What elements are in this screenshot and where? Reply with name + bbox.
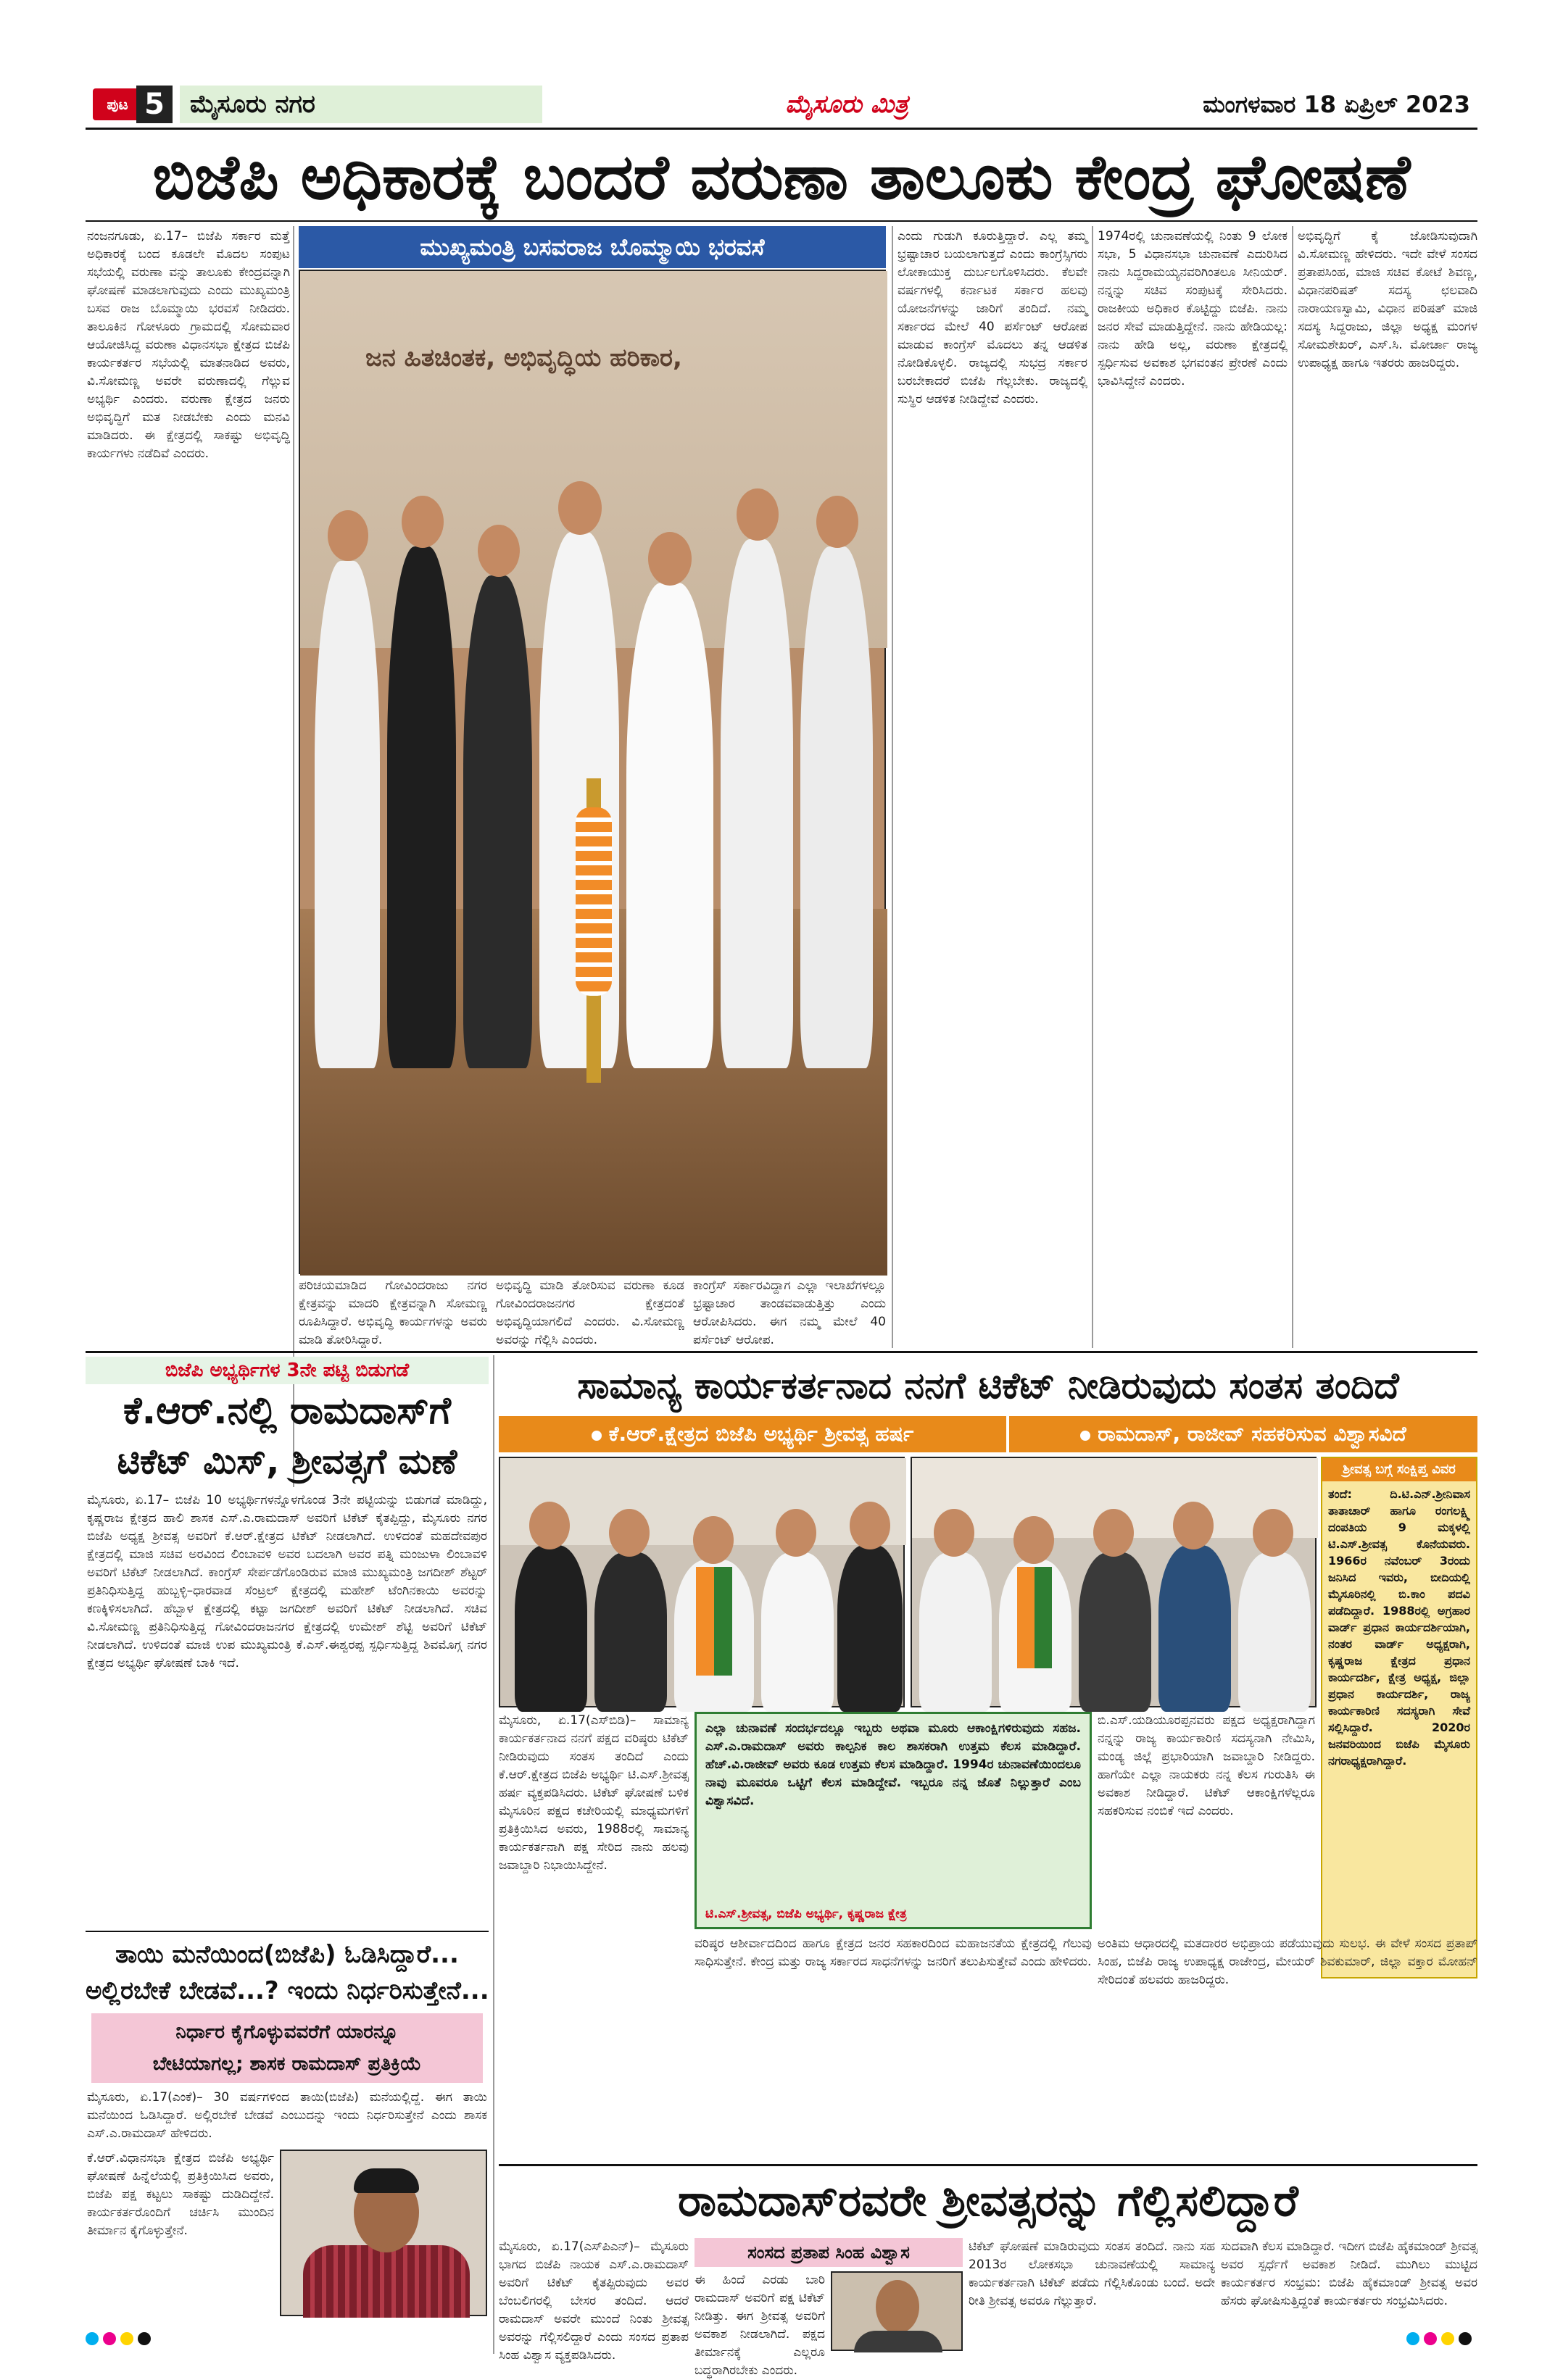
flower-garland — [576, 807, 612, 996]
person — [837, 1545, 903, 1712]
story4-col3b: ಅಂತಿಮ ಆಧಾರದಲ್ಲಿ ಮತದಾರರ ಅಭಿಪ್ರಾಯ ಪಡೆಯುವುದು ಸುಲಭ. ಈ ವೇಳೆ ಸಂಸದ ಪ್ರತಾಪ್ ಸಿಂಹ, ಬಿಜೆಪಿ ರಾಜ್ಯ ಉಪಾಧ್ಯಕ್ಷ ರಾಜೇಂದ್ರ, ಮೇಯರ್ ಶಿವಕುಮಾರ್, ಜಿಲ್ಲಾ ವಕ್ತಾರ ಮೋಹನ್ ಸೇರಿದಂತೆ ಹಲವರು ಹಾಜರಿದ್ದರು. — [1098, 1936, 1477, 1987]
person — [1079, 1552, 1151, 1712]
story1-photo — [299, 270, 886, 1274]
person — [626, 583, 713, 1068]
person-head — [776, 1509, 816, 1557]
backdrop-banner-text: ಜನ ಹಿತಚಿಂತಕ, ಅಭಿವೃದ್ಧಿಯ ಹರಿಕಾರ, — [365, 344, 682, 373]
story4-quote-attr: ಟಿ.ಎಸ್.ಶ್ರೀವತ್ಸ, ಬಿಜೆಪಿ ಅಭ್ಯರ್ಥಿ, ಕೃಷ್ಣರಾಜ ಕ್ಷೇತ್ರ — [705, 1907, 907, 1921]
person-head — [1173, 1502, 1214, 1549]
page-label — [93, 88, 142, 120]
story3-subhead-line1: ನಿರ್ಧಾರ ಕೈಗೊಳ್ಳುವವರೆಗೆ ಯಾರನ್ನೂ — [175, 2021, 399, 2043]
portrait-shirt — [303, 2245, 470, 2318]
story4-col1: ಮೈಸೂರು, ಏ.17(ಎಸ್‌ಬಿಡಿ)– ಸಾಮಾನ್ಯ ಕಾರ್ಯಕರ್ತನಾದ ನನಗೆ ಪಕ್ಷದ ವರಿಷ್ಠರು ಟಿಕೆಟ್ ನೀಡಿರುವುದು ಸಂತಸ ತಂದಿದೆ ಎಂದು ಕೆ.ಆರ್.ಕ್ಷೇತ್ರದ ಬಿಜೆಪಿ ಅಭ್ಯರ್ಥಿ ಟಿ.ಎಸ್.ಶ್ರೀವತ್ಸ ಹರ್ಷ ವ್ಯಕ್ತಪಡಿಸಿದರು. ಟಿಕೆಟ್ ಘೋಷಣೆ ಬಳಿಕ ಮೈಸೂರಿನ ಪಕ್ಷದ ಕಚೇರಿಯಲ್ಲಿ ಮಾಧ್ಯಮಗಳಿಗೆ ಪ್ರತಿಕ್ರಿಯಿಸಿದ ಅವರು, 1988ರಲ್ಲಿ ಸಾಮಾನ್ಯ ಕಾರ್ಯಕರ್ತನಾಗಿ ಪಕ್ಷ ಸೇರಿದ ನಾನು ಹಲವು ಜವಾಬ್ದಾರಿ ನಿಭಾಯಿಸಿದ್ದೇನೆ. — [499, 1713, 689, 1873]
party-scarf — [1017, 1567, 1052, 1668]
person — [800, 546, 873, 1068]
registration-mark — [103, 2332, 116, 2345]
story2-body: ಮೈಸೂರು, ಏ.17– ಬಿಜೆಪಿ 10 ಅಭ್ಯರ್ಥಿಗಳನ್ನೊಳಗೊಂಡ 3ನೇ ಪಟ್ಟಿಯನ್ನು ಬಿಡುಗಡೆ ಮಾಡಿದ್ದು, ಕೃಷ್ಣರಾಜ ಕ್ಷೇತ್ರದ ಹಾಲಿ ಶಾಸಕ ಎಸ್.ಎ.ರಾಮದಾಸ್ ಅವರಿಗೆ ಟಿಕೆಟ್ ಕೈತಪ್ಪಿದ್ದು, ಮೈಸೂರು ನಗರ ಬಿಜೆಪಿ ಅಧ್ಯಕ್ಷ ಶ್ರೀವತ್ಸ ಅವರಿಗೆ ಕೆ.ಆರ್.ಕ್ಷೇತ್ರದ ಟಿಕೆಟ್ ನೀಡಲಾಗಿದೆ. ಉಳಿದಂತೆ ಮಹದೇವಪುರ ಕ್ಷೇತ್ರದಲ್ಲಿ ಮಾಜಿ ಸಚಿವ ಅರವಿಂದ ಲಿಂಬಾವಳಿ ಅವರ ಬದಲಾಗಿ ಅವರ ಪತ್ನಿ ಮಂಜುಳಾ ಲಿಂಬಾವಳಿ ಅವರಿಗೆ ಟಿಕೆಟ್ ನೀಡಲಾಗಿದೆ. ಕಾಂಗ್ರೆಸ್ ಸೇರ್ಪಡೆಗೊಂಡಿರುವ ಮಾಜಿ ಮುಖ್ಯಮಂತ್ರಿ ಜಗದೀಶ್ ಶೆಟ್ಟರ್ ಪ್ರತಿನಿಧಿಸುತ್ತಿದ್ದ ಹುಬ್ಬಳ್ಳಿ–ಧಾರವಾಡ ಸೆಂಟ್ರಲ್ ಕ್ಷೇತ್ರದಲ್ಲಿ ಮಹೇಶ್ ಟೆಂಗಿನಕಾಯಿ ಅವರನ್ನು ಕಣಕ್ಕಿಳಿಸಲಾಗಿದೆ. ಹೆಬ್ಬಾಳ ಕ್ಷೇತ್ರದಲ್ಲಿ ಕಟ್ಟಾ ಜಗದೀಶ್ ಅವರಿಗೆ ಟಿಕೆಟ್ ನೀಡಲಾಗಿದೆ. ಸಚಿವ ವಿ.ಸೋಮಣ್ಣ ಪ್ರತಿನಿಧಿಸುತ್ತಿದ್ದ ಗೋವಿಂದರಾಜನಗರ ಕ್ಷೇತ್ರದಲ್ಲಿ ಉಮೇಶ್ ಶೆಟ್ಟಿ ಅವರಿಗೆ ಟಿಕೆಟ್ ನೀಡಲಾಗಿದೆ. ಉಳಿದಂತೆ ಮಾಜಿ ಉಪ ಮುಖ್ಯಮಂತ್ರಿ ಕೆ.ಎಸ್.ಈಶ್ವರಪ್ಪ ಸ್ಪರ್ಧಿಸುತ್ತಿದ್ದ ಶಿವಮೊಗ್ಗ ನಗರ ಕ್ಷೇತ್ರದ ಅಭ್ಯರ್ಥಿ ಘೋಷಣೆ ಬಾಕಿ ಇದೆ. — [87, 1493, 487, 1670]
person-head — [328, 510, 368, 561]
portrait-hair — [354, 2168, 419, 2193]
person-head — [529, 1502, 570, 1549]
story3-headline-line1: ತಾಯಿ ಮನೆಯಿಂದ(ಬಿಜೆಪಿ) ಓಡಿಸಿದ್ದಾರೆ... — [115, 1940, 459, 1969]
col-divider — [1292, 226, 1293, 1348]
story1-col2-bottom: ಅಭಿವೃದ್ಧಿ ಮಾಡಿ ತೋರಿಸುವ ವರುಣಾ ಕೂಡ ಗೋವಿಂದರಾಜನಗರ ಕ್ಷೇತ್ರದಂತೆ ಅಭಿವೃದ್ಧಿಯಾಗಲಿದೆ ಎಂದರು. ವಿ.ಸೋಮಣ್ಣ ಅವರನ್ನು ಗೆಲ್ಲಿಸಿ ಎಂದರು. — [496, 1278, 684, 1347]
story4-bio-box — [1321, 1457, 1477, 1979]
page-number: 5 — [136, 86, 173, 123]
section-name: ಮೈಸೂರು ನಗರ — [180, 86, 542, 123]
story5-subhead: ಸಂಸದ ಪ್ರತಾಪ ಸಿಂಹ ವಿಶ್ವಾಸ — [747, 2242, 910, 2263]
masthead — [86, 81, 1477, 126]
person — [387, 546, 456, 1068]
registration-mark — [1459, 2332, 1472, 2345]
masthead-rule — [86, 128, 1477, 130]
story4-photo-right — [911, 1457, 1317, 1707]
story4-kicker1-text: ಕೆ.ಆರ್.ಕ್ಷೇತ್ರದ ಬಿಜೆಪಿ ಅಭ್ಯರ್ಥಿ ಶ್ರೀವತ್ಸ ಹರ್ಷ — [608, 1422, 914, 1446]
person — [1238, 1552, 1311, 1712]
person — [515, 1545, 587, 1712]
story4-bio-text: ತಂದೆ: ದಿ.ಟಿ.ಎನ್.ಶ್ರೀನಿವಾಸ ತಾತಾಚಾರ್ ಹಾಗೂ ರಂಗಲಕ್ಷ್ಮಿ ದಂಪತಿಯ 9 ಮಕ್ಕಳಲ್ಲಿ ಟಿ.ಎಸ್.ಶ್ರೀವತ್ಸ ಕೊನೆಯವರು. 1966ರ ನವೆಂಬರ್ 3ರಂದು ಜನಿಸಿದ ಇವರು, ಬೀದಿಯಲ್ಲಿ ಮೈಸೂರಿನಲ್ಲಿ ಬಿ.ಕಾಂ ಪದವಿ ಪಡೆದಿದ್ದಾರೆ. 1988ರಲ್ಲಿ ಅಗ್ರಹಾರ ವಾರ್ಡ್ ಪ್ರಧಾನ ಕಾರ್ಯದರ್ಶಿಯಾಗಿ, ನಂತರ ವಾರ್ಡ್ ಅಧ್ಯಕ್ಷರಾಗಿ, ಕೃಷ್ಣರಾಜ ಕ್ಷೇತ್ರದ ಪ್ರಧಾನ ಕಾರ್ಯದರ್ಶಿ, ಕ್ಷೇತ್ರ ಅಧ್ಯಕ್ಷ, ಜಿಲ್ಲಾ ಪ್ರಧಾನ ಕಾರ್ಯದರ್ಶಿ, ರಾಜ್ಯ ಕಾರ್ಯಕಾರಿಣಿ ಸದಸ್ಯರಾಗಿ ಸೇವೆ ಸಲ್ಲಿಸಿದ್ದಾರೆ. 2020ರ ಜನವರಿಯಿಂದ ಬಿಜೆಪಿ ಮೈಸೂರು ನಗರಾಧ್ಯಕ್ಷರಾಗಿದ್ದಾರೆ. — [1328, 1487, 1470, 1768]
person-head — [558, 481, 602, 535]
person-head — [478, 525, 520, 577]
story4-quote-text: ಎಲ್ಲಾ ಚುನಾವಣೆ ಸಂದರ್ಭದಲ್ಲೂ ಇಬ್ಬರು ಅಥವಾ ಮೂರು ಆಕಾಂಕ್ಷಿಗಳಿರುವುದು ಸಹಜ. ಎಸ್.ಎ.ರಾಮದಾಸ್ ಅವರು ಕಾಲ್ಪನಿಕ ಕಾಲ ಶಾಸಕರಾಗಿ ಉತ್ತಮ ಕೆಲಸ ಮಾಡಿದ್ದಾರೆ. ಹೆಚ್.ವಿ.ರಾಜೀವ್ ಅವರು ಕೂಡ ಉತ್ತಮ ಕೆಲಸ ಮಾಡಿದ್ದಾರೆ. 1994ರ ಚುನಾವಣೆಯಿಂದಲೂ ನಾವು ಮೂವರೂ ಒಟ್ಟಿಗೆ ಕೆಲಸ ಮಾಡಿದ್ದೇವೆ. ಇಬ್ಬರೂ ನನ್ನ ಜೊತೆ ನಿಲ್ಲುತ್ತಾರೆ ಎಂಬ ವಿಶ್ವಾಸವಿದೆ. — [705, 1721, 1081, 1808]
story3-body-top: ಮೈಸೂರು, ಏ.17(ಎಂಕೆ)– 30 ವರ್ಷಗಳಿಂದ ತಾಯಿ(ಬಿಜೆಪಿ) ಮನೆಯಲ್ಲಿದ್ದೆ. ಈಗ ತಾಯಿ ಮನೆಯಿಂದ ಓಡಿಸಿದ್ದಾರೆ. ಅಲ್ಲಿರಬೇಕೆ ಬೇಡವೆ ಎಂಬುದನ್ನು ಇಂದು ನಿರ್ಧರಿಸುತ್ತೇನೆ ಎಂದು ಶಾಸಕ ಎಸ್.ಎ.ರಾಮದಾಸ್ ಹೇಳಿದರು. — [87, 2090, 487, 2141]
story1-col1: ನಂಜನಗೂಡು, ಏ.17– ಬಿಜೆಪಿ ಸರ್ಕಾರ ಮತ್ತೆ ಅಧಿಕಾರಕ್ಕೆ ಬಂದ ಕೂಡಲೇ ಮೊದಲ ಸಂಪುಟ ಸಭೆಯಲ್ಲಿ ವರುಣಾ ವನ್ನು ತಾಲೂಕು ಕೇಂದ್ರವನ್ನಾಗಿ ಘೋಷಣೆ ಮಾಡಲಾಗುವುದು ಎಂದು ಮುಖ್ಯಮಂತ್ರಿ ಬಸವ ರಾಜ ಬೊಮ್ಮಾಯಿ ಭರವಸೆ ನೀಡಿದರು. ತಾಲೂಕಿನ ಗೋಳೂರು ಗ್ರಾಮದಲ್ಲಿ ಸೋಮವಾರ ಆಯೋಜಿಸಿದ್ದ ವರುಣಾ ವಿಧಾನಸಭಾ ಕ್ಷೇತ್ರದ ಬಿಜೆಪಿ ಕಾರ್ಯಕರ್ತರ ಸಭೆಯಲ್ಲಿ ಮಾತನಾಡಿದ ಅವರು, ವಿ.ಸೋಮಣ್ಣ ಅವರೇ ವರುಣಾದಲ್ಲಿ ಗೆಲ್ಲುವ ಅಭ್ಯರ್ಥಿ ಎಂದರು. ವರುಣಾ ಕ್ಷೇತ್ರದ ಜನರು ಅಭಿವೃದ್ಧಿಗೆ ಮತ ನೀಡಬೇಕು ಎಂದು ಮನವಿ ಮಾಡಿದರು. ಈ ಕ್ಷೇತ್ರದಲ್ಲಿ ಸಾಕಷ್ಟು ಅಭಿವೃದ್ಧಿ ಕಾರ್ಯಗಳು ನಡೆದಿವೆ ಎಂದರು. — [87, 229, 290, 461]
col-divider — [892, 226, 893, 1348]
person-head — [1093, 1509, 1134, 1557]
story4-col2: ಬಿ.ಎಸ್.ಯಡಿಯೂರಪ್ಪನವರು ಪಕ್ಷದ ಅಧ್ಯಕ್ಷರಾಗಿದ್ದಾಗ ನನ್ನನ್ನು ರಾಜ್ಯ ಕಾರ್ಯಕಾರಿಣಿ ಸದಸ್ಯನಾಗಿ ನೇಮಿಸಿ, ಮಂಡ್ಯ ಜಿಲ್ಲೆ ಪ್ರಭಾರಿಯಾಗಿ ಜವಾಬ್ದಾರಿ ನೀಡಿದ್ದರು. ಹಾಗೆಯೇ ಎಲ್ಲಾ ನಾಯಕರು ನನ್ನ ಕೆಲಸ ಗುರುತಿಸಿ ಈ ಅವಕಾಶ ನೀಡಿದ್ದಾರೆ. ಟಿಕೆಟ್ ಆಕಾಂಕ್ಷಿಗಳೆಲ್ಲರೂ ಸಹಕರಿಸುವ ನಂಬಿಕೆ ಇದೆ ಎಂದರು. — [1098, 1713, 1315, 1818]
person-head — [934, 1509, 974, 1557]
story2-kicker — [86, 1357, 489, 1384]
story4-quote-box — [695, 1712, 1092, 1929]
bullet-icon — [1080, 1431, 1090, 1441]
col-divider — [293, 226, 294, 1487]
person — [721, 539, 793, 1068]
ramdas-portrait — [280, 2150, 487, 2316]
person-head — [850, 1502, 890, 1549]
registration-mark — [120, 2332, 133, 2345]
registration-mark — [1406, 2332, 1419, 2345]
story4-kicker2-text: ರಾಮದಾಸ್, ರಾಜೀವ್ ಸಹಕರಿಸುವ ವಿಶ್ವಾಸವಿದೆ — [1098, 1422, 1406, 1446]
person — [1158, 1545, 1231, 1712]
story5-col4: ಸುದವಾಗಿ ಕೆಲಸ ಮಾಡಿದ್ದಾರೆ. ಇದೀಗ ಬಿಜೆಪಿ ಹೈಕಮಾಂಡ್ ಶ್ರೀವತ್ಸ ಅವರ ಸ್ಪರ್ಧೆಗೆ ಅವಕಾಶ ನೀಡಿದೆ. ಮುಗಿಲು ಮುಟ್ಟಿದ ಕಾರ್ಯಕರ್ತರ ಸಂಭ್ರಮ: ಬಿಜೆಪಿ ಹೈಕಮಾಂಡ್ ಶ್ರೀವತ್ಸ ಅವರ ಹೆಸರು ಘೋಷಿಸುತ್ತಿದ್ದಂತೆ ಕಾರ್ಯಕರ್ತರು ಸಂಭ್ರಮಿಸಿದರು. — [1221, 2239, 1477, 2308]
party-scarf — [696, 1567, 732, 1676]
newspaper-logo: ಮೈಸೂರು ಮಿತ್ರ — [785, 90, 908, 119]
registration-mark — [1441, 2332, 1454, 2345]
col-divider — [1092, 226, 1093, 1348]
story3-subhead-box — [91, 2013, 483, 2083]
registration-mark — [1424, 2332, 1437, 2345]
section-rule — [86, 1351, 1477, 1353]
story5-subhead-box — [695, 2238, 963, 2267]
story3-body-side: ಕೆ.ಆರ್.ವಿಧಾನಸಭಾ ಕ್ಷೇತ್ರದ ಬಿಜೆಪಿ ಅಭ್ಯರ್ಥಿ ಘೋಷಣೆ ಹಿನ್ನೆಲೆಯಲ್ಲಿ ಪ್ರತಿಕ್ರಿಯಿಸಿದ ಅವರು, ಬಿಜೆಪಿ ಪಕ್ಷ ಕಟ್ಟಲು ಸಾಕಷ್ಟು ದುಡಿದಿದ್ದೇನೆ. ಕಾರ್ಯಕರ್ತರೊಂದಿಗೆ ಚರ್ಚಿಸಿ ಮುಂದಿನ ತೀರ್ಮಾನ ಕೈಗೊಳ್ಳುತ್ತೇನೆ. — [87, 2151, 274, 2238]
story2-headline-line1: ಕೆ.ಆರ್.ನಲ್ಲಿ ರಾಮದಾಸ್‌ಗೆ — [123, 1389, 451, 1433]
registration-mark — [86, 2332, 99, 2345]
person-head — [816, 496, 858, 548]
col-divider — [493, 1355, 494, 2354]
portrait-head — [876, 2280, 919, 2334]
registration-mark — [138, 2332, 151, 2345]
story1-kicker: ಮುಖ್ಯಮಂತ್ರಿ ಬಸವರಾಜ ಬೊಮ್ಮಾಯಿ ಭರವಸೆ — [299, 226, 886, 268]
story1-col4: ಅಭಿವೃದ್ಧಿಗೆ ಕೈ ಜೋಡಿಸುವುದಾಗಿ ವಿ.ಸೋಮಣ್ಣ ಹೇಳಿದರು. ಇದೇ ವೇಳೆ ಸಂಸದ ಪ್ರತಾಪಸಿಂಹ, ಮಾಜಿ ಸಚಿವ ಕೋಟೆ ಶಿವಣ್ಣ, ವಿಧಾನಪರಿಷತ್ ಸದಸ್ಯ ಛಲವಾದಿ ನಾರಾಯಣಸ್ವಾಮಿ, ವಿಧಾನ ಪರಿಷತ್ ಮಾಜಿ ಸದಸ್ಯ ಸಿದ್ದರಾಜು, ಜಿಲ್ಲಾ ಅಧ್ಯಕ್ಷ ಮಂಗಳ ಸೋಮಶೇಖರ್, ಎಸ್.ಸಿ. ಮೋರ್ಚಾ ರಾಜ್ಯ ಉಪಾಧ್ಯಕ್ಷ ಹಾಗೂ ಇತರರು ಹಾಜರಿದ್ದರು. — [1298, 229, 1477, 370]
story5-col2: ಈ ಹಿಂದೆ ಎರಡು ಬಾರಿ ರಾಮದಾಸ್ ಅವರಿಗೆ ಪಕ್ಷ ಟಿಕೆಟ್ ನೀಡಿತ್ತು. ಈಗ ಶ್ರೀವತ್ಸ ಅವರಿಗೆ ಅವಕಾಶ ನೀಡಲಾಗಿದೆ. ಪಕ್ಷದ ತೀರ್ಮಾನಕ್ಕೆ ಎಲ್ಲರೂ ಬದ್ಧರಾಗಿರಬೇಕು ಎಂದರು. — [695, 2273, 825, 2378]
story2-kicker-text: ಬಿಜೆಪಿ ಅಭ್ಯರ್ಥಿಗಳ 3ನೇ ಪಟ್ಟಿ ಬಿಡುಗಡೆ — [165, 1360, 410, 1381]
page-label-text: ಪುಟ — [107, 96, 128, 113]
story5-col3: ಟಿಕೆಟ್ ಘೋಷಣೆ ಮಾಡಿರುವುದು ಸಂತಸ ತಂದಿದೆ. ನಾನು ಸಹ 2013ರ ಲೋಕಸಭಾ ಚುನಾವಣೆಯಲ್ಲಿ ಸಾಮಾನ್ಯ ಕಾರ್ಯಕರ್ತನಾಗಿ ಟಿಕೆಟ್ ಪಡೆದು ಗೆಲ್ಲಿಸಿಕೊಂಡು ಬಂದೆ. ಅದೇ ರೀತಿ ಶ್ರೀವತ್ಸ ಅವರೂ ಗೆಲ್ಲುತ್ತಾರೆ. — [969, 2239, 1215, 2308]
story2-headline-line2: ಟಿಕೆಟ್ ಮಿಸ್, ಶ್ರೀವತ್ಸಗೆ ಮಣೆ — [117, 1441, 457, 1482]
story4-col3: ವರಿಷ್ಠರ ಆಶೀರ್ವಾದದಿಂದ ಹಾಗೂ ಕ್ಷೇತ್ರದ ಜನರ ಸಹಕಾರದಿಂದ ಮಹಾಜನತೆಯ ಕ್ಷೇತ್ರದಲ್ಲಿ ಗೆಲುವು ಸಾಧಿಸುತ್ತೇನೆ. ಕೇಂದ್ರ ಮತ್ತು ರಾಜ್ಯ ಸರ್ಕಾರದ ಸಾಧನೆಗಳನ್ನು ಜನರಿಗೆ ತಲುಪಿಸುತ್ತೇವೆ ಎಂದು ಹೇಳಿದರು. — [695, 1936, 1092, 1969]
story5-col1: ಮೈಸೂರು, ಏ.17(ಎಸ್‌ಪಿಎನ್)– ಮೈಸೂರು ಭಾಗದ ಬಿಜೆಪಿ ನಾಯಕ ಎಸ್.ಎ.ರಾಮದಾಸ್ ಅವರಿಗೆ ಟಿಕೆಟ್ ಕೈತಪ್ಪಿರುವುದು ಅವರ ಬೆಂಬಲಿಗರಲ್ಲಿ ಬೇಸರ ತಂದಿದೆ. ಆದರೆ ರಾಮದಾಸ್ ಅವರೇ ಮುಂದೆ ನಿಂತು ಶ್ರೀವತ್ಸ ಅವರನ್ನು ಗೆಲ್ಲಿಸಲಿದ್ದಾರೆ ಎಂದು ಸಂಸದ ಪ್ರತಾಪ ಸಿಂಹ ವಿಶ್ವಾಸ ವ್ಯಕ್ತಪಡಿಸಿದರು. — [499, 2239, 689, 2363]
story5-headline: ರಾಮದಾಸ್‌ರವರೇ ಶ್ರೀವತ್ಸರನ್ನು ಗೆಲ್ಲಿಸಲಿದ್ದಾರೆ — [678, 2176, 1298, 2226]
story1-headline: ಬಿಜೆಪಿ ಅಧಿಕಾರಕ್ಕೆ ಬಂದರೆ ವರುಣಾ ತಾಲೂಕು ಕೇಂದ್ರ ಘೋಷಣೆ — [152, 141, 1411, 214]
story3-headline-line2: ಅಲ್ಲಿರಬೇಕೆ ಬೇಡವೆ...? ಇಂದು ನಿರ್ಧರಿಸುತ್ತೇನೆ... — [86, 1976, 489, 2005]
story4-kicker2 — [1009, 1416, 1477, 1452]
issue-date: ಮಂಗಳವಾರ 18 ಏಪ್ರಿಲ್ 2023 — [1203, 91, 1470, 118]
story1-col1-bottom: ಪರಿಚಯಮಾಡಿದ ಗೋವಿಂದರಾಜು ನಗರ ಕ್ಷೇತ್ರವನ್ನು ಮಾದರಿ ಕ್ಷೇತ್ರವನ್ನಾಗಿ ಸೋಮಣ್ಣ ರೂಪಿಸಿದ್ದಾರೆ. ಅಭಿವೃದ್ಧಿ ಕಾರ್ಯಗಳನ್ನು ಅವರು ಮಾಡಿ ತೋರಿಸಿದ್ದಾರೆ. — [299, 1278, 487, 1347]
story1-rule — [86, 220, 1477, 222]
person — [919, 1552, 992, 1712]
portrait-shirt — [854, 2331, 942, 2352]
person-head — [693, 1516, 734, 1564]
story4-kicker1 — [499, 1416, 1006, 1452]
story3-subhead-line2: ಬೇಟಿಯಾಗಲ್ಲ; ಶಾಸಕ ರಾಮದಾಸ್ ಪ್ರತಿಕ್ರಿಯೆ — [152, 2053, 422, 2075]
person-head — [737, 488, 779, 541]
story4-bio-title: ಶ್ರೀವತ್ಸ ಬಗ್ಗೆ ಸಂಕ್ಷಿಪ್ತ ವಿವರ — [1322, 1458, 1476, 1481]
person-head — [1253, 1509, 1293, 1557]
section-rule — [86, 1931, 489, 1932]
person — [594, 1552, 667, 1712]
person-head — [648, 532, 692, 586]
person — [463, 575, 532, 1068]
story1-col3: 1974ರಲ್ಲಿ ಚುನಾವಣೆಯಲ್ಲಿ ನಿಂತು 9 ಲೋಕ ಸಭಾ, 5 ವಿಧಾನಸಭಾ ಚುನಾವಣೆ ಎದುರಿಸಿದ ನಾನು ಸಿದ್ದರಾಮಯ್ಯನವರಿಗಿಂತಲೂ ಸೀನಿಯರ್. ನನ್ನನ್ನು ಸಚಿವ ಸಂಪುಟಕ್ಕೆ ಸೇರಿಸಿದರು. ರಾಜಕೀಯ ಅಧಿಕಾರ ಕೊಟ್ಟಿದ್ದು ಬಿಜೆಪಿ. ನಾನು ಜನರ ಸೇವೆ ಮಾಡುತ್ತಿದ್ದೇನೆ. ನಾನು ಹೇಡಿಯಲ್ಲ: ನಾನು ಹೇಡಿ ಅಲ್ಲ, ವರುಣಾ ಕ್ಷೇತ್ರದಲ್ಲಿ ಸ್ಪರ್ಧಿಸುವ ಅವಕಾಶ ಭಗವಂತನ ಪ್ರೇರಣೆ ಎಂದು ಭಾವಿಸಿದ್ದೇನೆ ಎಂದರು. — [1098, 229, 1288, 388]
person-head — [1013, 1516, 1054, 1564]
story4-photo-left — [499, 1457, 905, 1707]
person-head — [609, 1509, 650, 1557]
story1-col3-bottom: ಕಾಂಗ್ರೆಸ್ ಸರ್ಕಾರವಿದ್ದಾಗ ಎಲ್ಲಾ ಇಲಾಖೆಗಳಲ್ಲೂ ಭ್ರಷ್ಟಾಚಾರ ತಾಂಡವವಾಡುತ್ತಿತ್ತು ಎಂದು ಆರೋಪಿಸಿದರು. ಈಗ ನಮ್ಮ ಮೇಲೆ 40 ಪರ್ಸೆಂಟ್ ಆರೋಪ. — [693, 1278, 886, 1347]
story1-col2: ಎಂದು ಗುಡುಗಿ ಕೂರುತ್ತಿದ್ದಾರೆ. ಎಲ್ಲ ತಮ್ಮ ಭ್ರಷ್ಟಾಚಾರ ಬಯಲಾಗುತ್ತದೆ ಎಂದು ಕಾಂಗ್ರೆಸ್ಸಿಗರು ಲೋಕಾಯುಕ್ತ ದುರ್ಬಲಗೊಳಿಸಿದರು. ಕೆಲವೇ ವರ್ಷಗಳಲ್ಲಿ ಕರ್ನಾಟಕ ಸರ್ಕಾರ ಹಲವು ಯೋಜನೆಗಳನ್ನು ಜಾರಿಗೆ ತಂದಿದೆ. ನಮ್ಮ ಸರ್ಕಾರದ ಮೇಲೆ 40 ಪರ್ಸೆಂಟ್ ಆರೋಪ ಮಾಡುವ ಕಾಂಗ್ರೆಸ್ ಮೊದಲು ತನ್ನ ಆಡಳಿತ ನೋಡಿಕೊಳ್ಳಲಿ. ರಾಜ್ಯದಲ್ಲಿ ಸುಭದ್ರ ಸರ್ಕಾರ ಬರಬೇಕಾದರೆ ಬಿಜೆಪಿ ಗೆಲ್ಲಬೇಕು. ರಾಜ್ಯದಲ್ಲಿ ಸುಸ್ಥಿರ ಆಡಳಿತ ನೀಡಿದ್ದೇವೆ ಎಂದರು. — [897, 229, 1087, 407]
pratap-simha-portrait — [831, 2271, 963, 2351]
person-head — [402, 496, 444, 548]
person — [761, 1552, 834, 1712]
bullet-icon — [592, 1431, 602, 1441]
person — [315, 561, 380, 1068]
section-rule — [499, 2164, 1477, 2166]
story4-headline: ಸಾಮಾನ್ಯ ಕಾರ್ಯಕರ್ತನಾದ ನನಗೆ ಟಿಕೆಟ್ ನೀಡಿರುವುದು ಸಂತಸ ತಂದಿದೆ — [577, 1365, 1399, 1407]
